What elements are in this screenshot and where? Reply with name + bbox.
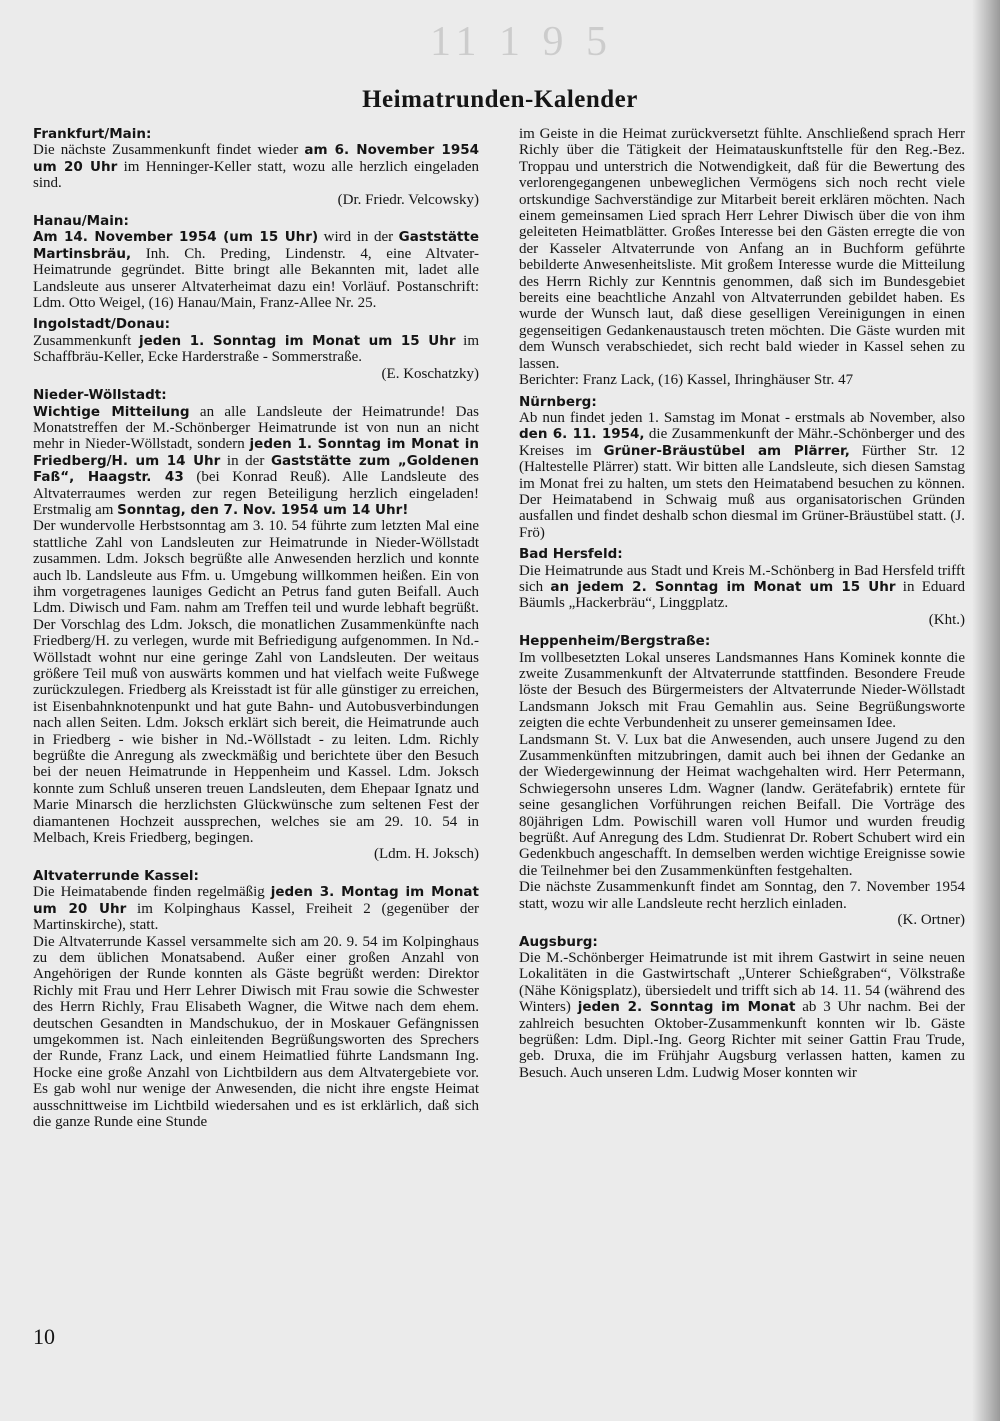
section-report: Der wundervolle Herbstsonntag am 3. 10. 54 führte zum letzten Mal eine stattliche Zahl von Landsleuten zur Heimatrunde in Nieder-Wöllstadt zusammen. Ldm. Joksch begrüßte alle Anwesenden herzlich und konnte auch lb. Landsleute aus Ffm. u. Umgebung willkommen heißen. Ein von ihm vorgetragenes launiges Gedicht an Petrus fand guten Beifall. Auch Ldm. Diwisch und Fam. nahm am Treffen teil und wurde lebhaft begrüßt. Der Vorschlag des Ldm. Joksch, die monatlichen Zusammenkünfte nach Friedberg/H. zu verlegen, wurde mit Befriedigung aufgenommen. In Nd.-Wöllstadt wohnt nur eine geringe Zahl von Landsleuten. Der weitaus größere Teil muß von auswärts kommen und hat vielfach weite Fußwege zurückzulegen. Friedberg als Kreisstadt ist für alle günstiger zu erreichen, ist Eisenbahnknotenpunkt und hat gute Bahn- und Autobusverbindungen nach allen Seiten. Ldm. Joksch erklärt sich bereit, die Heimatrunde auch in Friedberg - wie bisher in Nd.-Wöllstadt - zu leiten. Ldm. Richly begrüßte die Anregung als zweckmäßig und berichtete über den Besuch bei der neuen Heimatrunde in Heppenheim und Kassel. Ldm. Joksch konnte zum Schluß unseren treuen Landsleuten, dem Ehepaar Ignatz und Marie Minarsch die herzlichsten Glückwünsche zum seltenen Fest der diamantenen Hochzeit aussprechen, welches sie am 29. 10. 54 in Melbach, Kreis Friedberg, begingen. — [33, 518, 479, 847]
section-nieder-woellstadt — [33, 387, 479, 863]
section-report: Die Altvaterrunde Kassel versammelte sich am 20. 9. 54 im Kolpinghaus zu dem üblichen Monatsabend. Außer einer großen Anzahl von Angehörigen der Runde konnten als Gäste begrüßt werden: Direktor Richly mit Frau und Herr Lehrer Diwisch mit Frau sowie die Schwester des Herrn Richly, Frau Elisabeth Wagner, die Witwe nach dem ehem. deutschen Gesandten in Mandschukuo, der in Moskauer Gefängnissen umgekommen ist. Nach einleitenden Begrüßungsworten des Sprechers der Runde, Franz Lack, und einem Heimatlied führte Landsmann Ing. Hocke eine große Anzahl von Lichtbildern aus dem Altvatergebiete vor. Es gab wohl nur wenige der Anwesenden, die nicht ihre engste Heimat ausschnittweise im Lichtbild wiedersahen und es ist erklärlich, daß sich die ganze Runde eine Stunde — [33, 933, 479, 1130]
reporter-line: Berichter: Franz Lack, (16) Kassel, Ihringhäuser Str. 47 — [519, 372, 854, 389]
section-ingolstadt — [33, 316, 479, 382]
section-heppenheim — [519, 633, 965, 928]
section-heading: Hanau/Main: — [33, 213, 129, 230]
faded-stamp: 11 1 9 5 — [430, 19, 613, 65]
section-text: Wichtige Mitteilung an alle Landsleute der Heimatrunde! Das Monatstreffen der M.-Schönberger Heimatrunde ist von nun an nicht mehr in Nieder-Wöllstadt, sondern jeden 1. Sonntag im Monat in Friedberg/H. um 14 Uhr in der Gaststätte zum „Goldenen Faß“, Haagstr. 43 (bei Konrad Reuß). Alle Landsleute des Altvaterraumes werden zur regen Beteiligung herzlich eingeladen! Erstmalig am Sonntag, den 7. Nov. 1954 um 14 Uhr! — [33, 403, 479, 518]
signature: (Dr. Friedr. Velcowsky) — [337, 191, 479, 208]
right-column — [519, 126, 965, 1086]
section-heading: Nürnberg: — [519, 393, 597, 410]
section-text: Die Heimatrunde aus Stadt und Kreis M.-Schönberg in Bad Hersfeld trifft sich an jedem 2. Sonntag im Monat um 15 Uhr in Eduard Bäumls „Hackerbräu“, Linggplatz. — [519, 562, 966, 612]
section-text: Ab nun findet jeden 1. Samstag im Monat - erstmals ab November, also den 6. 11. 1954, die Zusammenkunft der Mähr.-Schönberger und des Kreises im Grüner-Bräustübel am Plärrer, Fürther Str. 12 (Haltestelle Plärrer) statt. Wir bitten alle Landsleute, sich diesen Samstag im Monat frei zu halten, um stets den Heimatabend besuchen zu können. Der Heimatabend in Schwaig muß aus organisatorischen Gründen ausfallen und findet deshalb schon diesmal im Grüner-Bräustübel statt. (J. Frö) — [519, 409, 966, 541]
section-text: Landsmann St. V. Lux bat die Anwesenden, auch unsere Jugend zu den Zusammenkünften mitzubringen, damit auch bei ihnen der Gedanke an der Wiedergewinnung der Heimat wachgehalten wird. Herr Petermann, Schwiegersohn unseres Ldm. Wagner (landw. Gerätefabrik) erntete für seine gesanglichen Vorführungen reichen Beifall. Die Vorträge des 80jährigen Ldm. Powischill waren voll Humor und wurden freudig begrüßt. Auf Anregung des Ldm. Studienrat Dr. Robert Schubert wird ein Gedenkbuch angeschafft. In demselben werden wichtige Ereignisse sowie die Teilnehmer bei den Zusammenkünften festgehalten. — [519, 731, 965, 879]
section-heading: Nieder-Wöllstadt: — [33, 387, 167, 404]
section-text: Im vollbesetzten Lokal unseres Landsmannes Hans Kominek konnte die zweite Zusammenkunft der Altvaterrunde stattfinden. Besondere Freude löste der Besuch des Bürgermeisters der Altvaterrunde Nieder-Wöllstadt Landsmann Joksch mit Frau Gemahlin aus. Seine Begrüßungsworte zeigten die echte Verbundenheit zu unserer gemeinsamen Idee. — [519, 649, 965, 732]
section-heading: Altvaterrunde Kassel: — [33, 867, 199, 884]
section-text: Zusammenkunft jeden 1. Sonntag im Monat um 15 Uhr im Schaffbräu-Keller, Ecke Harderstraße - Sommerstraße. — [33, 332, 479, 366]
section-heading: Frankfurt/Main: — [33, 126, 152, 142]
section-text: Die nächste Zusammenkunft findet wieder am 6. November 1954 um 20 Uhr im Henninger-Keller statt, wozu alle herzlich eingeladen sind. — [33, 142, 479, 192]
signature: (Kht.) — [928, 611, 965, 628]
section-text: Die Heimatabende finden regelmäßig jeden 3. Montag im Monat um 20 Uhr im Kolpinghaus Kassel, Freiheit 2 (gegenüber der Martinskirche), statt. — [33, 884, 479, 934]
page-title: Heimatrunden-Kalender — [362, 86, 638, 113]
section-kassel-continued — [519, 126, 965, 389]
signature: (E. Koschatzky) — [381, 365, 479, 382]
scan-edge-shadow — [972, 0, 1000, 1421]
section-report-continued: im Geiste in die Heimat zurückversetzt fühlte. Anschließend sprach Herr Richly über die Tätigkeit der Heimatauskunftstelle für den Reg.-Bez. Troppau und unterstrich die Notwendigkeit, daß für die Bewertung des verlorengegangenen unbeweglichen Vermögens sich noch recht viele ortskundige Sachverständige zur Mitarbeit bereit erklären möchten. Nach einem gemeinsamen Lied sprach Herr Lehrer Diwisch über die von ihm geleiteten Heimatblätter. Großes Interesse bei den Gästen erregte die von der Kasseler Altvaterrunde von Anfang an in Buchform geführte bebilderte Anwesenheitsliste. Mit großem Interesse wurde die Mitteilung des Herrn Richly zur Kenntnis genommen, daß sich im Bundesgebiet bereits eine beachtliche Anzahl von Altvaterrunden gebildet haben. Es wurde der Wunsch laut, daß diese geselligen Vereinigungen in einen gegenseitigen Gedankenaustausch treten möchten. Die Gäste wurden mit dem Wunsch verabschiedet, sich recht bald wieder in Kassel sehen zu lassen. — [519, 126, 965, 372]
section-heading: Heppenheim/Bergstraße: — [519, 633, 711, 650]
section-hanau — [33, 213, 479, 311]
signature: (Ldm. H. Joksch) — [374, 846, 479, 863]
section-heading: Augsburg: — [519, 933, 598, 950]
section-text: Die nächste Zusammenkunft findet am Sonntag, den 7. November 1954 statt, wozu wir alle Landsleute recht herzlich einladen. — [519, 879, 965, 912]
section-kassel — [33, 868, 479, 1131]
section-text: Die M.-Schönberger Heimatrunde ist mit ihrem Gastwirt in seine neuen Lokalitäten in die Gastwirtschaft „Unterer Schießgraben“, Völkstraße (Nähe Königsplatz), übersiedelt und trifft sich ab 14. 11. 54 (während des Winters) jeden 2. Sonntag im Monat ab 3 Uhr nachm. Bei der zahlreich besuchten Oktober-Zusammenkunft konnten wir lb. Gäste begrüßen: Ldm. Dipl.-Ing. Georg Richter mit seiner Gattin Frau Trude, geb. Druxa, die im Frühjahr Augsburg verlassen hatten, kamen zu Besuch. Auch unseren Ldm. Ludwig Moser konnten wir — [519, 949, 965, 1081]
signature: (K. Ortner) — [897, 912, 965, 929]
section-frankfurt — [33, 126, 479, 208]
page-number: 10 — [33, 1324, 55, 1349]
section-text: Am 14. November 1954 (um 15 Uhr) wird in der Gaststätte Martinsbräu, Inh. Ch. Preding, Lindenstr. 4, eine Altvater-Heimatrunde gegründet. Bitte bringt alle Bekannten mit, ladet alle Landsleute aus unserer Altvaterheimat dazu ein! Vorläuf. Postanschrift: Ldm. Otto Weigel, (16) Hanau/Main, Franz-Allee Nr. 25. — [33, 229, 479, 312]
section-augsburg — [519, 934, 965, 1082]
section-nuernberg — [519, 394, 965, 542]
section-bad-hersfeld — [519, 546, 965, 628]
left-column — [33, 126, 479, 1135]
section-heading: Ingolstadt/Donau: — [33, 316, 171, 333]
section-heading: Bad Hersfeld: — [519, 546, 623, 563]
